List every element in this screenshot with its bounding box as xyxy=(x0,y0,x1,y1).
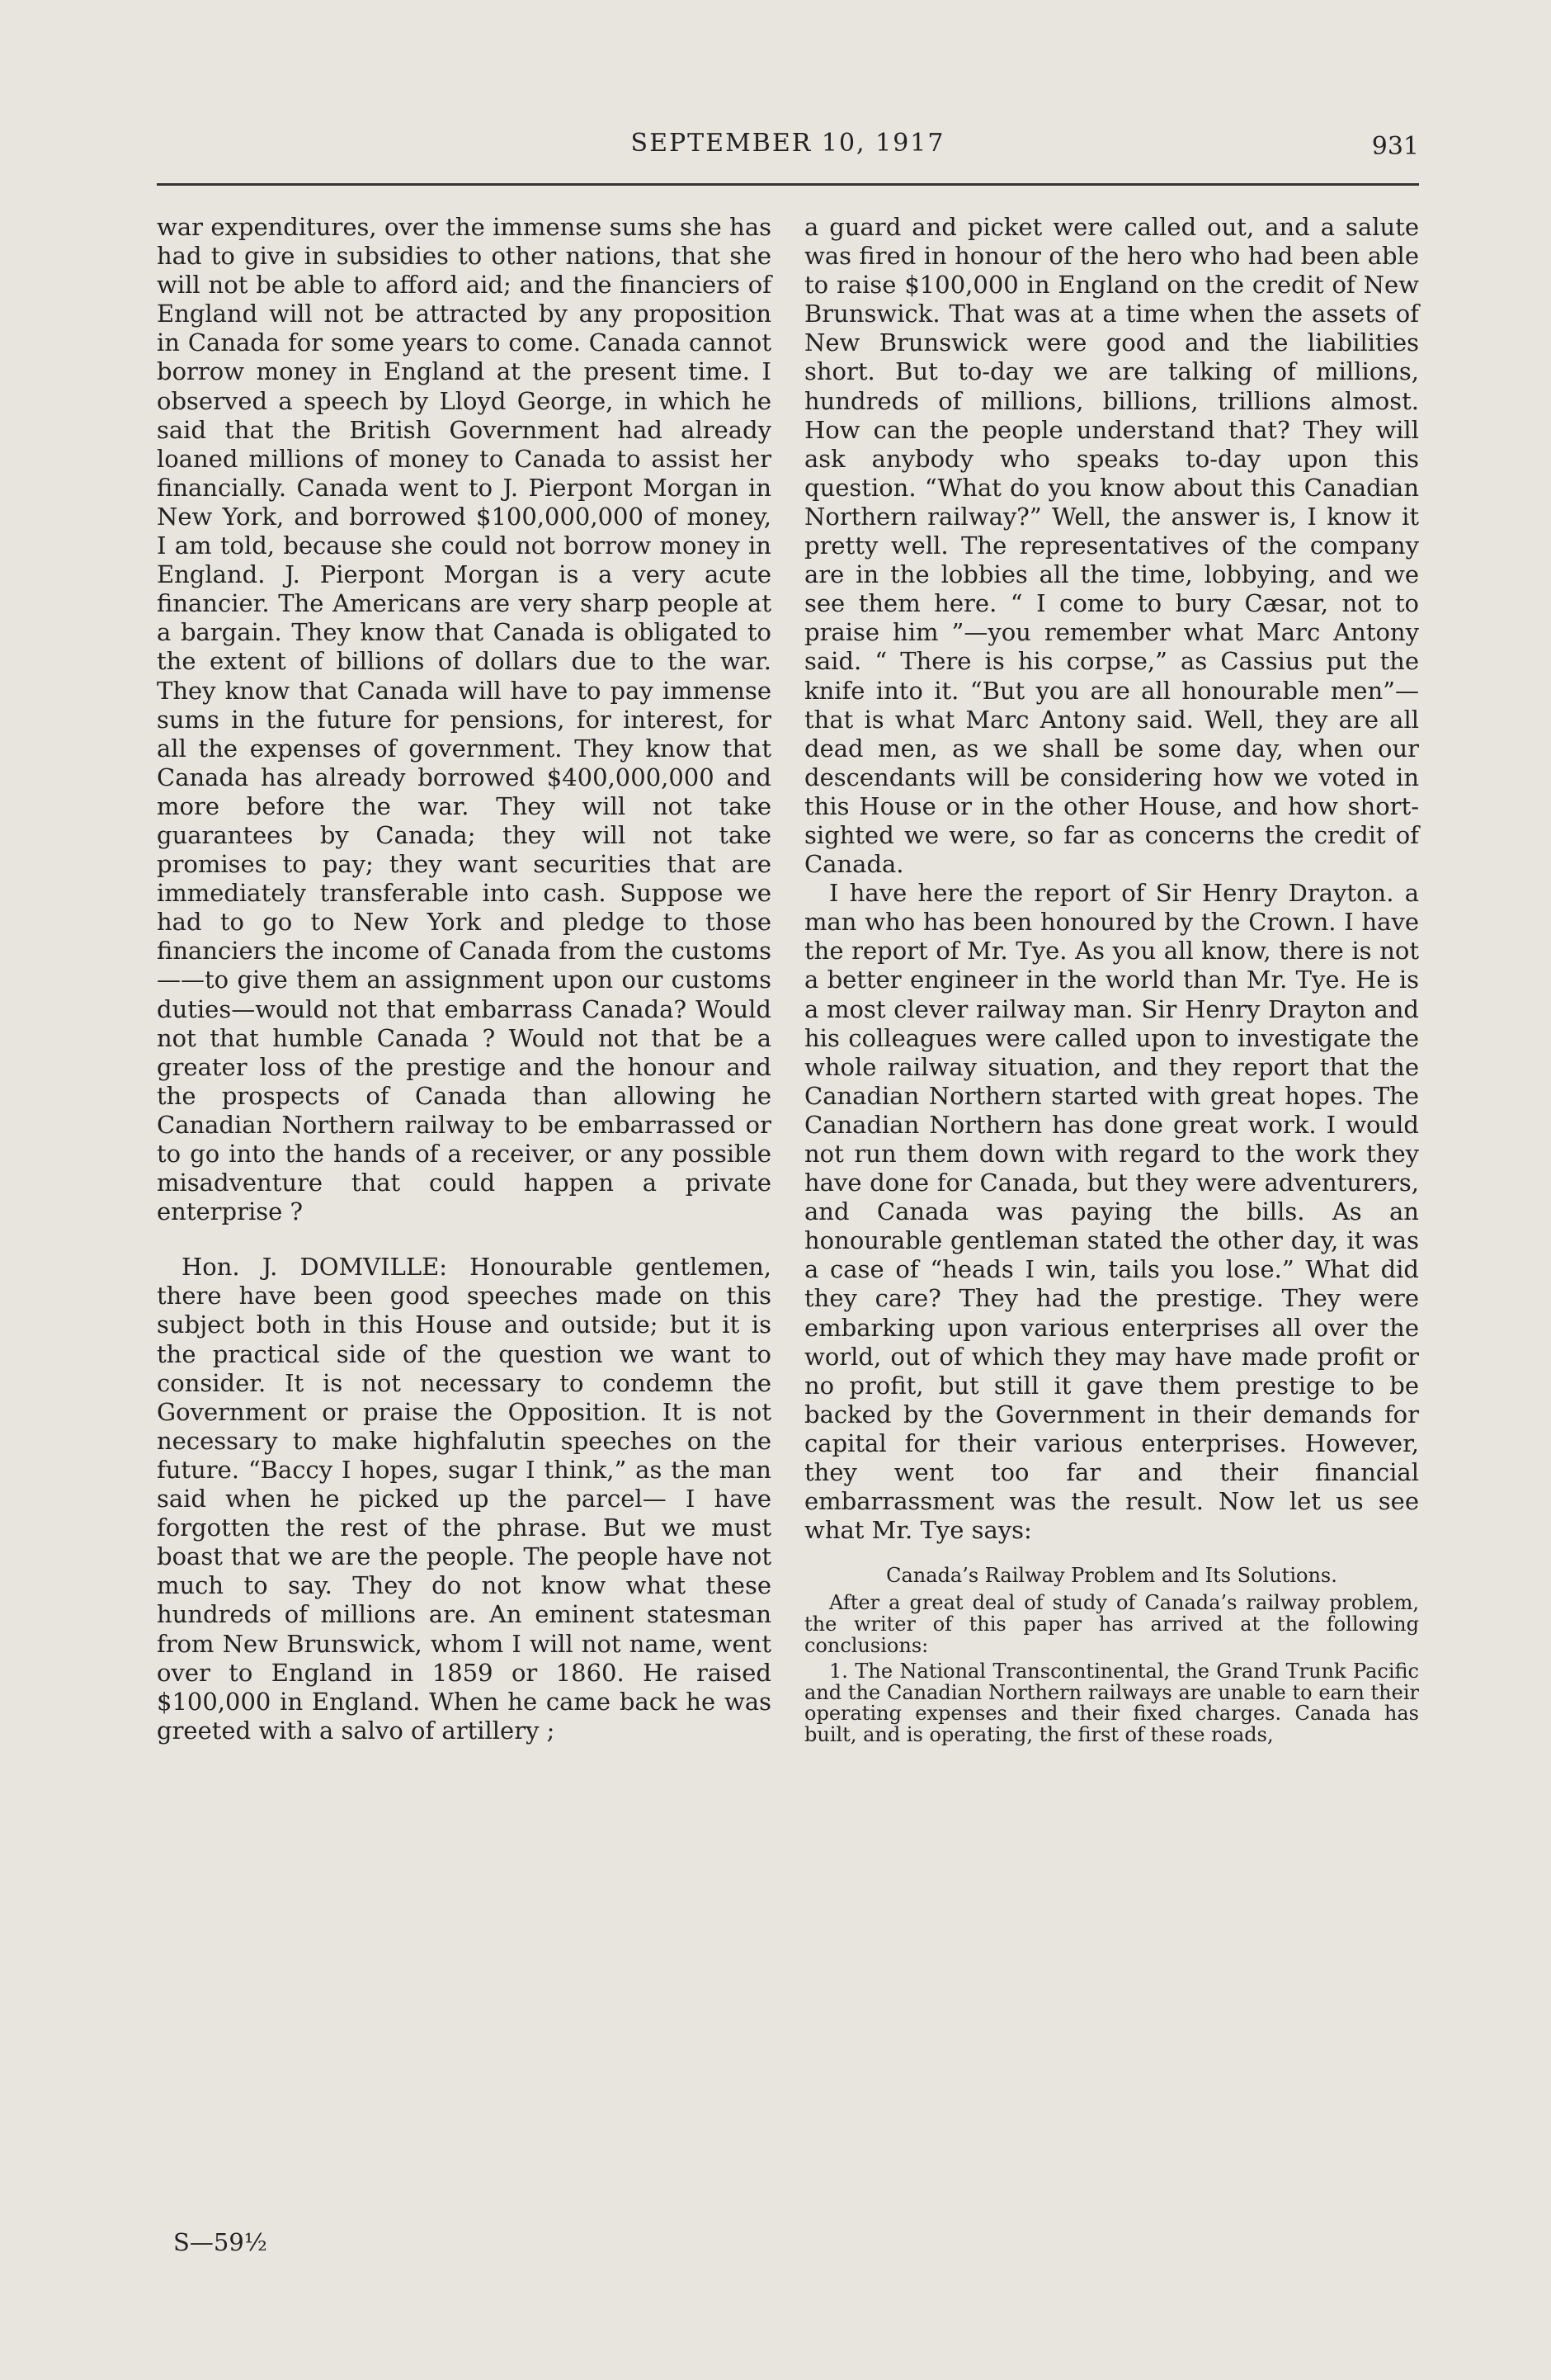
header-date: SEPTEMBER 10, 1917 xyxy=(630,129,945,158)
right-column xyxy=(804,213,1419,1745)
quote-title: Canada’s Railway Problem and Its Solutions. xyxy=(886,1564,1337,1588)
paragraph-guard-and-picket: a guard and picket were called out, and a salute was fired in honour of the hero who had been able to raise $100,000 in England on the credit of New Brunswick. That was at a time when the assets of New Brunswick were good and the liabilities short. But to-day we are talking of millions, hundreds of millions, billions, trillions almost. How can the people understand that? They will ask anybody who speaks to-day upon this question. “What do you know about this Canadian Northern railway?” Well, the answer is, I know it pretty well. The representatives of the company are in the lobbies all the time, lobbying, and we see them here. “ I come to bury Cæsar, not to praise him ”—you remember what Marc Antony said. “ There is his corpse,” as Cassius put the knife into it. “But you are all honourable men”—that is what Marc Antony said. Well, they are all dead men, as we shall be some day, when our descendants will be considering how we voted in this House or in the other House, and how short-sighted we were, so far as concerns the credit of Canada. xyxy=(804,213,1419,879)
paragraph-drayton-report: I have here the report of Sir Henry Drayton. a man who has been honoured by the Crown. I have the report of Mr. Tye. As you all know, there is not a better engineer in the world than Mr. Tye. He is a most clever railway man. Sir Henry Drayton and his colleagues were called upon to investigate the whole railway situation, and they report that the Canadian Northern started with great hopes. The Canadian Northern has done great work. I would not run them down with regard to the work they have done for Canada, but they were adventurers, and Canada was paying the bills. As an honourable gentleman stated the other day, it was a case of “heads I win, tails you lose.” What did they care? They had the prestige. They were embarking upon various enterprises all over the world, out of which they may have made profit or no profit, but still it gave them prestige to be backed by the Government in their demands for capital for their various enterprises. However, they went too far and their financial embarrassment was the result. Now let us see what Mr. Tye says: xyxy=(804,879,1419,1545)
page-number: 931 xyxy=(1371,132,1419,161)
header-rule xyxy=(157,183,1419,186)
quote-paragraph-point-one: 1. The National Transcontinental, the Grand Trunk Pacific and the Canadian Northern railways are unable to earn their operating expenses and their fixed charges. Canada has built, and is operating, the first of these roads, xyxy=(804,1660,1419,1746)
left-column xyxy=(157,213,771,1745)
paragraph-domville-speech: Hon. J. DOMVILLE: Honourable gentlemen, there have been good speeches made on this subject both in this House and outside; but it is the practical side of the question we want to consider. It is not necessary to condemn the Government or praise the Opposition. It is not necessary to make highfalutin speeches on the future. “Baccy I hopes, sugar I think,” as the man said when he picked up the parcel— I have forgotten the rest of the phrase. But we must boast that we are the people. The people have not much to say. They do not know what these hundreds of millions are. An eminent statesman from New Brunswick, whom I will not name, went over to England in 1859 or 1860. He raised $100,000 in England. When he came back he was greeted with a salvo of artillery ; xyxy=(157,1253,771,1745)
paragraph-gap xyxy=(157,1226,771,1253)
quote-paragraph-conclusions: After a great deal of study of Canada’s railway problem, the writer of this paper has arrived at the following conclusions: xyxy=(804,1591,1419,1657)
page-header xyxy=(157,124,1419,173)
printer-signature-mark: S—59½ xyxy=(173,2228,267,2256)
paragraph-war-expenditures: war expenditures, over the immense sums she has had to give in subsidies to other nations, that she will not be able to afford aid; and the financiers of England will not be attracted by any proposition in Canada for some years to come. Canada cannot borrow money in England at the present time. I observed a speech by Lloyd George, in which he said that the British Government had already loaned millions of money to Canada to assist her financially. Canada went to J. Pierpont Morgan in New York, and borrowed $100,000,000 of money, I am told, because she could not borrow money in England. J. Pierpont Morgan is a very acute financier. The Americans are very sharp people at a bargain. They know that Canada is obligated to the extent of billions of dollars due to the war. They know that Canada will have to pay immense sums in the future for pensions, for interest, for all the expenses of government. They know that Canada has already borrowed $400,000,000 and more before the war. They will not take guarantees by Canada; they will not take promises to pay; they want securities that are immediately transferable into cash. Suppose we had to go to New York and pledge to those financiers the income of Canada from the customs——to give them an assignment upon our customs duties—would not that embarrass Canada? Would not that humble Canada ? Would not that be a greater loss of the prestige and the honour and the prospects of Canada than allowing he Canadian Northern railway to be embarrassed or to go into the hands of a receiver, or any possible misadventure that could happen a private enterprise ? xyxy=(157,213,771,1226)
